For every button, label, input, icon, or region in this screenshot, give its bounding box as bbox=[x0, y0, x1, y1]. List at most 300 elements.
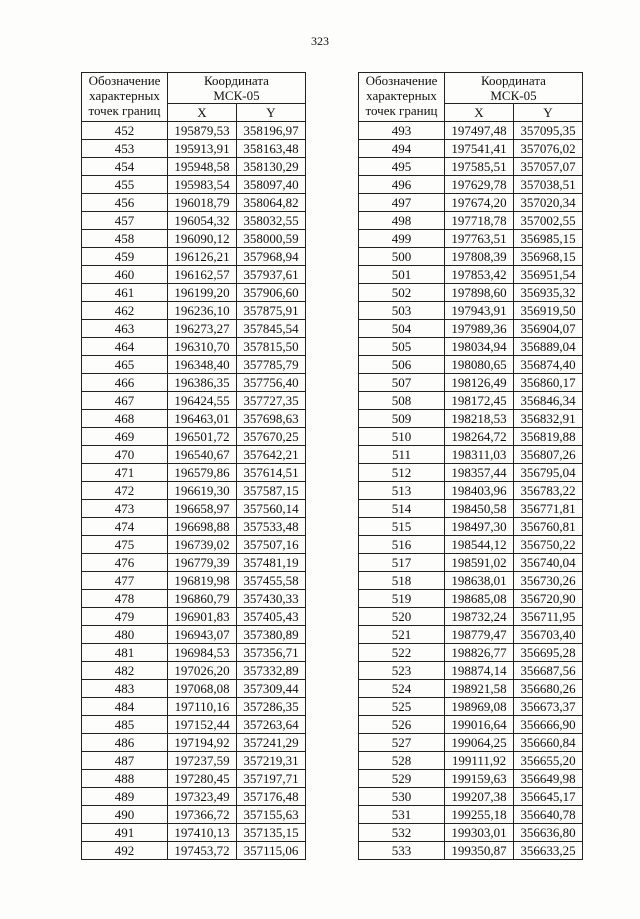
table-row bbox=[359, 158, 583, 176]
table-row bbox=[82, 536, 306, 554]
point-number: 513 bbox=[359, 482, 445, 500]
point-number: 499 bbox=[359, 230, 445, 248]
header-line: характерных bbox=[89, 88, 160, 103]
x-value: 198638,01 bbox=[445, 572, 514, 590]
x-header: X bbox=[445, 104, 514, 122]
table-row bbox=[82, 248, 306, 266]
y-value: 358130,29 bbox=[237, 158, 306, 176]
point-number: 503 bbox=[359, 302, 445, 320]
x-value: 196779,39 bbox=[168, 554, 237, 572]
point-number: 493 bbox=[359, 122, 445, 140]
table-row bbox=[82, 770, 306, 788]
point-number: 481 bbox=[82, 644, 168, 662]
point-number: 457 bbox=[82, 212, 168, 230]
table-row bbox=[359, 410, 583, 428]
table-row bbox=[82, 158, 306, 176]
x-value: 196162,57 bbox=[168, 266, 237, 284]
table-row bbox=[359, 284, 583, 302]
x-value: 197410,13 bbox=[168, 824, 237, 842]
table-row bbox=[359, 698, 583, 716]
table-row bbox=[82, 626, 306, 644]
y-header: Y bbox=[514, 104, 583, 122]
table-row bbox=[359, 626, 583, 644]
x-value: 196901,83 bbox=[168, 608, 237, 626]
x-value: 195913,91 bbox=[168, 140, 237, 158]
x-value: 196943,07 bbox=[168, 626, 237, 644]
x-value: 197323,49 bbox=[168, 788, 237, 806]
y-value: 357095,35 bbox=[514, 122, 583, 140]
table-row bbox=[82, 662, 306, 680]
x-value: 198450,58 bbox=[445, 500, 514, 518]
point-number: 476 bbox=[82, 554, 168, 572]
point-number: 519 bbox=[359, 590, 445, 608]
y-value: 357906,60 bbox=[237, 284, 306, 302]
y-value: 357937,61 bbox=[237, 266, 306, 284]
point-number: 494 bbox=[359, 140, 445, 158]
point-number: 483 bbox=[82, 680, 168, 698]
table-row bbox=[359, 716, 583, 734]
table-row bbox=[82, 410, 306, 428]
y-value: 357587,15 bbox=[237, 482, 306, 500]
y-value: 357241,29 bbox=[237, 734, 306, 752]
y-value: 357038,51 bbox=[514, 176, 583, 194]
point-number: 528 bbox=[359, 752, 445, 770]
x-value: 198264,72 bbox=[445, 428, 514, 446]
table-row bbox=[82, 176, 306, 194]
point-number: 478 bbox=[82, 590, 168, 608]
table-row bbox=[82, 302, 306, 320]
x-value: 195983,54 bbox=[168, 176, 237, 194]
y-value: 356655,20 bbox=[514, 752, 583, 770]
table-row bbox=[82, 752, 306, 770]
point-number: 531 bbox=[359, 806, 445, 824]
y-value: 357845,54 bbox=[237, 320, 306, 338]
x-value: 199207,38 bbox=[445, 788, 514, 806]
table-row bbox=[359, 842, 583, 860]
table-row bbox=[82, 500, 306, 518]
x-value: 199064,25 bbox=[445, 734, 514, 752]
y-value: 356919,50 bbox=[514, 302, 583, 320]
y-value: 357356,71 bbox=[237, 644, 306, 662]
table-row bbox=[82, 356, 306, 374]
table-row bbox=[359, 446, 583, 464]
table-row bbox=[82, 698, 306, 716]
y-value: 356889,04 bbox=[514, 338, 583, 356]
x-value: 198034,94 bbox=[445, 338, 514, 356]
x-value: 197989,36 bbox=[445, 320, 514, 338]
table-row bbox=[359, 302, 583, 320]
x-value: 199159,63 bbox=[445, 770, 514, 788]
table-row bbox=[359, 392, 583, 410]
x-value: 195948,58 bbox=[168, 158, 237, 176]
table-row bbox=[359, 230, 583, 248]
header-line: Координата bbox=[204, 73, 269, 88]
point-number: 498 bbox=[359, 212, 445, 230]
y-value: 357219,31 bbox=[237, 752, 306, 770]
point-number: 497 bbox=[359, 194, 445, 212]
table-row bbox=[82, 554, 306, 572]
table-row bbox=[359, 176, 583, 194]
x-value: 199303,01 bbox=[445, 824, 514, 842]
point-number: 517 bbox=[359, 554, 445, 572]
x-value: 198591,02 bbox=[445, 554, 514, 572]
point-number: 472 bbox=[82, 482, 168, 500]
x-value: 198732,24 bbox=[445, 608, 514, 626]
point-number: 502 bbox=[359, 284, 445, 302]
y-value: 356649,98 bbox=[514, 770, 583, 788]
y-value: 356750,22 bbox=[514, 536, 583, 554]
x-value: 196463,01 bbox=[168, 410, 237, 428]
table-row bbox=[82, 212, 306, 230]
point-number: 514 bbox=[359, 500, 445, 518]
point-number: 501 bbox=[359, 266, 445, 284]
point-number: 521 bbox=[359, 626, 445, 644]
table-row bbox=[359, 194, 583, 212]
y-value: 357756,40 bbox=[237, 374, 306, 392]
y-value: 356904,07 bbox=[514, 320, 583, 338]
coordinates-table-right bbox=[358, 72, 583, 860]
point-number: 482 bbox=[82, 662, 168, 680]
table-row bbox=[82, 644, 306, 662]
table-row bbox=[359, 644, 583, 662]
table-row bbox=[82, 464, 306, 482]
x-value: 197366,72 bbox=[168, 806, 237, 824]
coordinate-header bbox=[445, 73, 583, 104]
point-number: 500 bbox=[359, 248, 445, 266]
y-value: 358196,97 bbox=[237, 122, 306, 140]
x-value: 197453,72 bbox=[168, 842, 237, 860]
header-line: Обозначение bbox=[88, 73, 161, 88]
x-value: 197068,08 bbox=[168, 680, 237, 698]
y-value: 356951,54 bbox=[514, 266, 583, 284]
y-value: 356874,40 bbox=[514, 356, 583, 374]
coordinates-table-left bbox=[81, 72, 306, 860]
table-row bbox=[359, 428, 583, 446]
y-value: 356730,26 bbox=[514, 572, 583, 590]
x-value: 196018,79 bbox=[168, 194, 237, 212]
table-row bbox=[82, 230, 306, 248]
table-row bbox=[359, 212, 583, 230]
x-value: 198403,96 bbox=[445, 482, 514, 500]
point-number: 522 bbox=[359, 644, 445, 662]
point-number: 461 bbox=[82, 284, 168, 302]
table-row bbox=[82, 680, 306, 698]
coordinate-header bbox=[168, 73, 306, 104]
x-value: 199255,18 bbox=[445, 806, 514, 824]
y-value: 358032,55 bbox=[237, 212, 306, 230]
table-row bbox=[82, 284, 306, 302]
point-number: 489 bbox=[82, 788, 168, 806]
table-row bbox=[359, 248, 583, 266]
point-number: 458 bbox=[82, 230, 168, 248]
x-value: 196540,67 bbox=[168, 446, 237, 464]
point-number: 508 bbox=[359, 392, 445, 410]
table-row bbox=[359, 770, 583, 788]
table-row bbox=[359, 662, 583, 680]
page-number: 323 bbox=[311, 34, 329, 48]
y-value: 356673,37 bbox=[514, 698, 583, 716]
x-value: 199111,92 bbox=[445, 752, 514, 770]
y-value: 356968,15 bbox=[514, 248, 583, 266]
y-value: 356687,56 bbox=[514, 662, 583, 680]
y-value: 357057,07 bbox=[514, 158, 583, 176]
y-value: 357135,15 bbox=[237, 824, 306, 842]
x-value: 197898,60 bbox=[445, 284, 514, 302]
header-line: Обозначение bbox=[365, 73, 438, 88]
x-value: 196236,10 bbox=[168, 302, 237, 320]
y-value: 356846,34 bbox=[514, 392, 583, 410]
x-value: 198826,77 bbox=[445, 644, 514, 662]
x-value: 197853,42 bbox=[445, 266, 514, 284]
y-value: 358097,40 bbox=[237, 176, 306, 194]
point-number: 466 bbox=[82, 374, 168, 392]
point-number: 467 bbox=[82, 392, 168, 410]
y-value: 357727,35 bbox=[237, 392, 306, 410]
y-value: 358064,82 bbox=[237, 194, 306, 212]
y-value: 357380,89 bbox=[237, 626, 306, 644]
x-value: 197541,41 bbox=[445, 140, 514, 158]
table-row bbox=[359, 122, 583, 140]
x-value: 196090,12 bbox=[168, 230, 237, 248]
x-value: 198497,30 bbox=[445, 518, 514, 536]
point-number: 473 bbox=[82, 500, 168, 518]
y-value: 356771,81 bbox=[514, 500, 583, 518]
y-value: 357076,02 bbox=[514, 140, 583, 158]
x-value: 196739,02 bbox=[168, 536, 237, 554]
point-number: 495 bbox=[359, 158, 445, 176]
point-number: 485 bbox=[82, 716, 168, 734]
header-line: МСК-05 bbox=[213, 88, 260, 103]
y-value: 356711,95 bbox=[514, 608, 583, 626]
table-row bbox=[82, 140, 306, 158]
x-value: 196579,86 bbox=[168, 464, 237, 482]
y-header: Y bbox=[237, 104, 306, 122]
x-value: 196619,30 bbox=[168, 482, 237, 500]
point-number: 491 bbox=[82, 824, 168, 842]
y-value: 356819,88 bbox=[514, 428, 583, 446]
table-row bbox=[82, 824, 306, 842]
y-value: 356633,25 bbox=[514, 842, 583, 860]
table-row bbox=[82, 266, 306, 284]
y-value: 358000,59 bbox=[237, 230, 306, 248]
x-value: 196273,27 bbox=[168, 320, 237, 338]
header-line: Координата bbox=[481, 73, 546, 88]
y-value: 357533,48 bbox=[237, 518, 306, 536]
table-row bbox=[359, 356, 583, 374]
y-value: 356640,78 bbox=[514, 806, 583, 824]
table-row bbox=[359, 464, 583, 482]
header-line: МСК-05 bbox=[490, 88, 537, 103]
header-line: точек границ bbox=[88, 103, 161, 118]
table-row bbox=[82, 392, 306, 410]
x-value: 198779,47 bbox=[445, 626, 514, 644]
point-number: 465 bbox=[82, 356, 168, 374]
point-number: 487 bbox=[82, 752, 168, 770]
y-value: 356985,15 bbox=[514, 230, 583, 248]
x-header: X bbox=[168, 104, 237, 122]
y-value: 356783,22 bbox=[514, 482, 583, 500]
x-value: 196054,32 bbox=[168, 212, 237, 230]
x-value: 198969,08 bbox=[445, 698, 514, 716]
point-number: 492 bbox=[82, 842, 168, 860]
point-number: 462 bbox=[82, 302, 168, 320]
x-value: 196310,70 bbox=[168, 338, 237, 356]
table-row bbox=[359, 608, 583, 626]
x-value: 197674,20 bbox=[445, 194, 514, 212]
x-value: 198218,53 bbox=[445, 410, 514, 428]
x-value: 197110,16 bbox=[168, 698, 237, 716]
point-number: 488 bbox=[82, 770, 168, 788]
y-value: 357614,51 bbox=[237, 464, 306, 482]
y-value: 357155,63 bbox=[237, 806, 306, 824]
y-value: 357405,43 bbox=[237, 608, 306, 626]
table-row bbox=[359, 338, 583, 356]
point-number: 464 bbox=[82, 338, 168, 356]
x-value: 196126,21 bbox=[168, 248, 237, 266]
point-number: 525 bbox=[359, 698, 445, 716]
point-number: 524 bbox=[359, 680, 445, 698]
point-number: 496 bbox=[359, 176, 445, 194]
point-number: 529 bbox=[359, 770, 445, 788]
y-value: 356660,84 bbox=[514, 734, 583, 752]
point-number: 484 bbox=[82, 698, 168, 716]
x-value: 197497,48 bbox=[445, 122, 514, 140]
x-value: 196860,79 bbox=[168, 590, 237, 608]
y-value: 357968,94 bbox=[237, 248, 306, 266]
header-line: характерных bbox=[366, 88, 437, 103]
y-value: 356636,80 bbox=[514, 824, 583, 842]
y-value: 356703,40 bbox=[514, 626, 583, 644]
point-number: 533 bbox=[359, 842, 445, 860]
header-line: точек границ bbox=[365, 103, 438, 118]
table-row bbox=[82, 194, 306, 212]
y-value: 356645,17 bbox=[514, 788, 583, 806]
x-value: 198126,49 bbox=[445, 374, 514, 392]
x-value: 197194,92 bbox=[168, 734, 237, 752]
y-value: 357115,06 bbox=[237, 842, 306, 860]
y-value: 356680,26 bbox=[514, 680, 583, 698]
x-value: 198921,58 bbox=[445, 680, 514, 698]
y-value: 357698,63 bbox=[237, 410, 306, 428]
point-number: 469 bbox=[82, 428, 168, 446]
point-number: 507 bbox=[359, 374, 445, 392]
point-label-header bbox=[359, 73, 445, 122]
y-value: 357020,34 bbox=[514, 194, 583, 212]
x-value: 197152,44 bbox=[168, 716, 237, 734]
table-row bbox=[82, 374, 306, 392]
table-row bbox=[82, 716, 306, 734]
point-number: 486 bbox=[82, 734, 168, 752]
y-value: 356666,90 bbox=[514, 716, 583, 734]
table-row bbox=[82, 788, 306, 806]
point-number: 477 bbox=[82, 572, 168, 590]
point-number: 516 bbox=[359, 536, 445, 554]
y-value: 356740,04 bbox=[514, 554, 583, 572]
x-value: 197763,51 bbox=[445, 230, 514, 248]
table-row bbox=[359, 374, 583, 392]
x-value: 198080,65 bbox=[445, 356, 514, 374]
y-value: 356832,91 bbox=[514, 410, 583, 428]
point-number: 474 bbox=[82, 518, 168, 536]
x-value: 197026,20 bbox=[168, 662, 237, 680]
y-value: 357455,58 bbox=[237, 572, 306, 590]
point-number: 463 bbox=[82, 320, 168, 338]
point-number: 511 bbox=[359, 446, 445, 464]
point-number: 518 bbox=[359, 572, 445, 590]
x-value: 196348,40 bbox=[168, 356, 237, 374]
table-row bbox=[359, 500, 583, 518]
x-value: 196501,72 bbox=[168, 428, 237, 446]
table-row bbox=[359, 320, 583, 338]
point-number: 454 bbox=[82, 158, 168, 176]
x-value: 196698,88 bbox=[168, 518, 237, 536]
table-row bbox=[82, 320, 306, 338]
point-number: 532 bbox=[359, 824, 445, 842]
table-row bbox=[82, 842, 306, 860]
y-value: 358163,48 bbox=[237, 140, 306, 158]
point-number: 504 bbox=[359, 320, 445, 338]
y-value: 357875,91 bbox=[237, 302, 306, 320]
point-number: 459 bbox=[82, 248, 168, 266]
point-number: 506 bbox=[359, 356, 445, 374]
x-value: 196386,35 bbox=[168, 374, 237, 392]
point-label-header bbox=[82, 73, 168, 122]
table-row bbox=[359, 554, 583, 572]
x-value: 197237,59 bbox=[168, 752, 237, 770]
table-body bbox=[359, 122, 583, 860]
y-value: 357002,55 bbox=[514, 212, 583, 230]
y-value: 357481,19 bbox=[237, 554, 306, 572]
table-row bbox=[359, 266, 583, 284]
table-row bbox=[359, 140, 583, 158]
table-row bbox=[359, 752, 583, 770]
y-value: 357642,21 bbox=[237, 446, 306, 464]
table-row bbox=[82, 482, 306, 500]
y-value: 357332,89 bbox=[237, 662, 306, 680]
point-number: 523 bbox=[359, 662, 445, 680]
point-number: 453 bbox=[82, 140, 168, 158]
y-value: 357785,79 bbox=[237, 356, 306, 374]
point-number: 455 bbox=[82, 176, 168, 194]
x-value: 198311,03 bbox=[445, 446, 514, 464]
x-value: 197808,39 bbox=[445, 248, 514, 266]
y-value: 356720,90 bbox=[514, 590, 583, 608]
x-value: 199350,87 bbox=[445, 842, 514, 860]
x-value: 198357,44 bbox=[445, 464, 514, 482]
table-row bbox=[82, 338, 306, 356]
point-number: 530 bbox=[359, 788, 445, 806]
x-value: 197280,45 bbox=[168, 770, 237, 788]
table-row bbox=[82, 572, 306, 590]
y-value: 356807,26 bbox=[514, 446, 583, 464]
table-row bbox=[359, 536, 583, 554]
table-row bbox=[359, 680, 583, 698]
point-number: 515 bbox=[359, 518, 445, 536]
table-row bbox=[359, 572, 583, 590]
y-value: 357197,71 bbox=[237, 770, 306, 788]
point-number: 510 bbox=[359, 428, 445, 446]
x-value: 195879,53 bbox=[168, 122, 237, 140]
table-row bbox=[359, 824, 583, 842]
x-value: 197718,78 bbox=[445, 212, 514, 230]
x-value: 197943,91 bbox=[445, 302, 514, 320]
table-row bbox=[82, 122, 306, 140]
table-body bbox=[82, 122, 306, 860]
point-number: 520 bbox=[359, 608, 445, 626]
point-number: 505 bbox=[359, 338, 445, 356]
table-row bbox=[82, 734, 306, 752]
x-value: 198874,14 bbox=[445, 662, 514, 680]
